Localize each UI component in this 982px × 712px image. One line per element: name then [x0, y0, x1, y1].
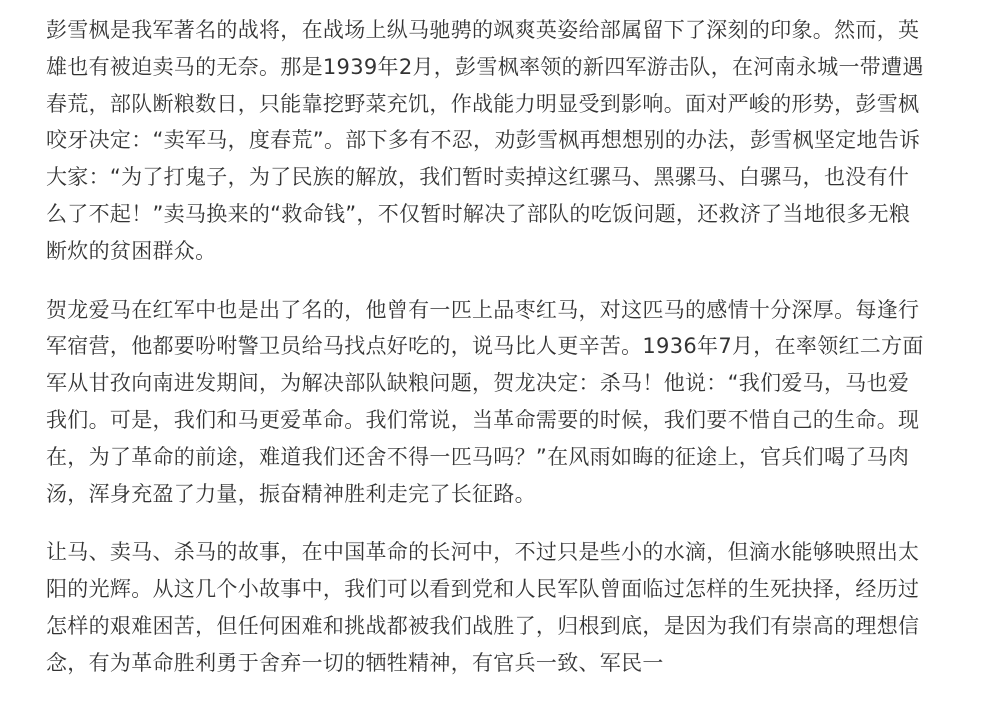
paragraph-he-long: 贺龙爱马在红军中也是出了名的，他曾有一匹上品枣红马，对这匹马的感情十分深厚。每逢行军宿营，他都要吩咐警卫员给马找点好吃的，说马比人更辛苦。1936年7月，在率领红二方面军从甘孜向南进发期间，为解决部队缺粮问题，贺龙决定：杀马！他说：“我们爱马，马也爱我们。可是，我们和马更爱革命。我们常说，当革命需要的时候，我们要不惜自己的生命。现在，为了革命的前途，难道我们还舍不得一匹马吗？”在风雨如晦的征途上，官兵们喝了马肉汤，浑身充盈了力量，振奋精神胜利走完了长征路。: [46, 297, 924, 506]
article-body: [46, 12, 926, 704]
paragraph-peng-xuefeng: 彭雪枫是我军著名的战将，在战场上纵马驰骋的飒爽英姿给部属留下了深刻的印象。然而，英雄也有被迫卖马的无奈。那是1939年2月，彭雪枫率领的新四军游击队，在河南永城一带遭遇春荒，部队断粮数日，只能靠挖野菜充饥，作战能力明显受到影响。面对严峻的形势，彭雪枫咬牙决定：“卖军马，度春荒”。部下多有不忍，劝彭雪枫再想想别的办法，彭雪枫坚定地告诉大家：“为了打鬼子，为了民族的解放，我们暂时卖掉这红骡马、黑骡马、白骡马，也没有什么了不起！”卖马换来的“救命钱”，不仅暂时解决了部队的吃饭问题，还救济了当地很多无粮断炊的贫困群众。: [46, 18, 924, 263]
paragraph-conclusion: 让马、卖马、杀马的故事，在中国革命的长河中，不过只是些小的水滴，但滴水能够映照出太阳的光辉。从这几个小故事中，我们可以看到党和人民军队曾面临过怎样的生死抉择，经历过怎样的艰难困苦，但任何困难和挑战都被我们战胜了，归根到底，是因为我们有崇高的理想信念，有为革命胜利勇于舍弃一切的牺牲精神，有官兵一致、军民一: [46, 540, 920, 675]
